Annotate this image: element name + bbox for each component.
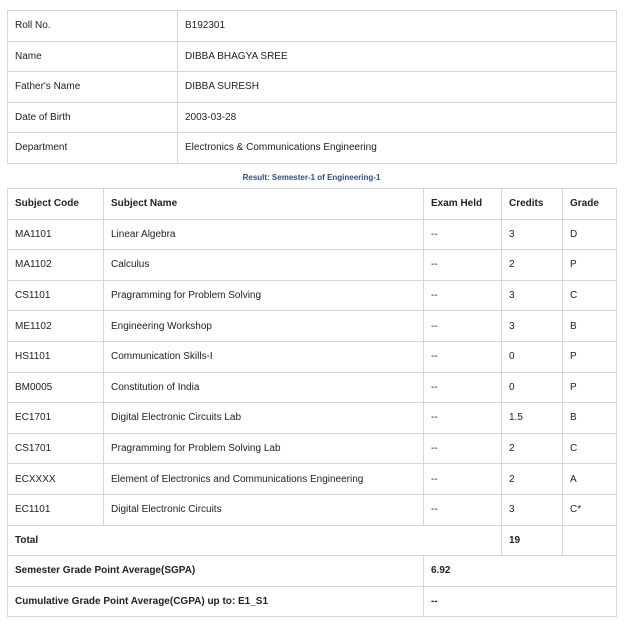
exam-held: -- — [424, 219, 502, 250]
sgpa-row — [8, 556, 617, 587]
total-label: Total — [8, 525, 502, 556]
subject-row — [8, 280, 617, 311]
subject-code: CS1701 — [8, 433, 104, 464]
subject-name: Linear Algebra — [104, 219, 424, 250]
credits: 3 — [502, 280, 563, 311]
student-info-table — [7, 10, 617, 164]
subject-name: Digital Electronic Circuits — [104, 494, 424, 525]
credits: 0 — [502, 372, 563, 403]
credits: 3 — [502, 494, 563, 525]
grade: B — [563, 311, 617, 342]
total-grade-empty — [563, 525, 617, 556]
subject-code: MA1101 — [8, 219, 104, 250]
subject-name: Element of Electronics and Communications Engineering — [104, 464, 424, 495]
credits: 2 — [502, 250, 563, 281]
exam-held: -- — [424, 341, 502, 372]
credits: 2 — [502, 464, 563, 495]
subject-code: HS1101 — [8, 341, 104, 372]
subject-row — [8, 433, 617, 464]
sgpa-label: Semester Grade Point Average(SGPA) — [8, 556, 424, 587]
column-header-credits: Credits — [502, 189, 563, 220]
subject-code: EC1101 — [8, 494, 104, 525]
total-credits: 19 — [502, 525, 563, 556]
subject-name: Communication Skills-I — [104, 341, 424, 372]
subject-code: ECXXXX — [8, 464, 104, 495]
info-label: Date of Birth — [8, 102, 178, 133]
father-name: DIBBA SURESH — [178, 72, 617, 103]
subject-name: Engineering Workshop — [104, 311, 424, 342]
exam-held: -- — [424, 250, 502, 281]
cgpa-value: -- — [424, 586, 617, 617]
exam-held: -- — [424, 464, 502, 495]
student-info-row — [8, 72, 617, 103]
total-row — [8, 525, 617, 556]
student-info-row — [8, 11, 617, 42]
subject-row — [8, 464, 617, 495]
student-info-row — [8, 41, 617, 72]
info-label: Department — [8, 133, 178, 164]
subject-name: Calculus — [104, 250, 424, 281]
grade: P — [563, 341, 617, 372]
credits: 0 — [502, 341, 563, 372]
subject-row — [8, 341, 617, 372]
credits: 3 — [502, 219, 563, 250]
grade: P — [563, 372, 617, 403]
results-table — [7, 188, 617, 617]
exam-held: -- — [424, 433, 502, 464]
exam-held: -- — [424, 494, 502, 525]
subject-name: Pragramming for Problem Solving — [104, 280, 424, 311]
subject-row — [8, 372, 617, 403]
exam-held: -- — [424, 372, 502, 403]
subject-name: Pragramming for Problem Solving Lab — [104, 433, 424, 464]
subject-row — [8, 250, 617, 281]
subject-code: ME1102 — [8, 311, 104, 342]
grade: C — [563, 433, 617, 464]
cgpa-label: Cumulative Grade Point Average(CGPA) up to: E1_S1 — [8, 586, 424, 617]
department: Electronics & Communications Engineering — [178, 133, 617, 164]
grade: D — [563, 219, 617, 250]
subject-code: MA1102 — [8, 250, 104, 281]
subject-row — [8, 403, 617, 434]
column-header-grade: Grade — [563, 189, 617, 220]
result-title: Result: Semester-1 of Engineering-1 — [242, 173, 381, 182]
subject-name: Constitution of India — [104, 372, 424, 403]
sgpa-value: 6.92 — [424, 556, 617, 587]
student-info-row — [8, 102, 617, 133]
subject-name: Digital Electronic Circuits Lab — [104, 403, 424, 434]
results-header-row — [8, 189, 617, 220]
credits: 2 — [502, 433, 563, 464]
column-header-subject-code: Subject Code — [8, 189, 104, 220]
info-label: Roll No. — [8, 11, 178, 42]
student-name: DIBBA BHAGYA SREE — [178, 41, 617, 72]
info-label: Father's Name — [8, 72, 178, 103]
subject-row — [8, 494, 617, 525]
subject-code: CS1101 — [8, 280, 104, 311]
credits: 3 — [502, 311, 563, 342]
roll-number: B192301 — [178, 11, 617, 42]
column-header-subject-name: Subject Name — [104, 189, 424, 220]
grade: C — [563, 280, 617, 311]
credits: 1.5 — [502, 403, 563, 434]
exam-held: -- — [424, 403, 502, 434]
grade: B — [563, 403, 617, 434]
subject-code: EC1701 — [8, 403, 104, 434]
subject-row — [8, 219, 617, 250]
cgpa-row — [8, 586, 617, 617]
column-header-exam-held: Exam Held — [424, 189, 502, 220]
info-label: Name — [8, 41, 178, 72]
grade: P — [563, 250, 617, 281]
grade: A — [563, 464, 617, 495]
date-of-birth: 2003-03-28 — [178, 102, 617, 133]
subject-rows — [8, 219, 617, 617]
subject-row — [8, 311, 617, 342]
exam-held: -- — [424, 280, 502, 311]
grade: C* — [563, 494, 617, 525]
subject-code: BM0005 — [8, 372, 104, 403]
student-info-row — [8, 133, 617, 164]
exam-held: -- — [424, 311, 502, 342]
